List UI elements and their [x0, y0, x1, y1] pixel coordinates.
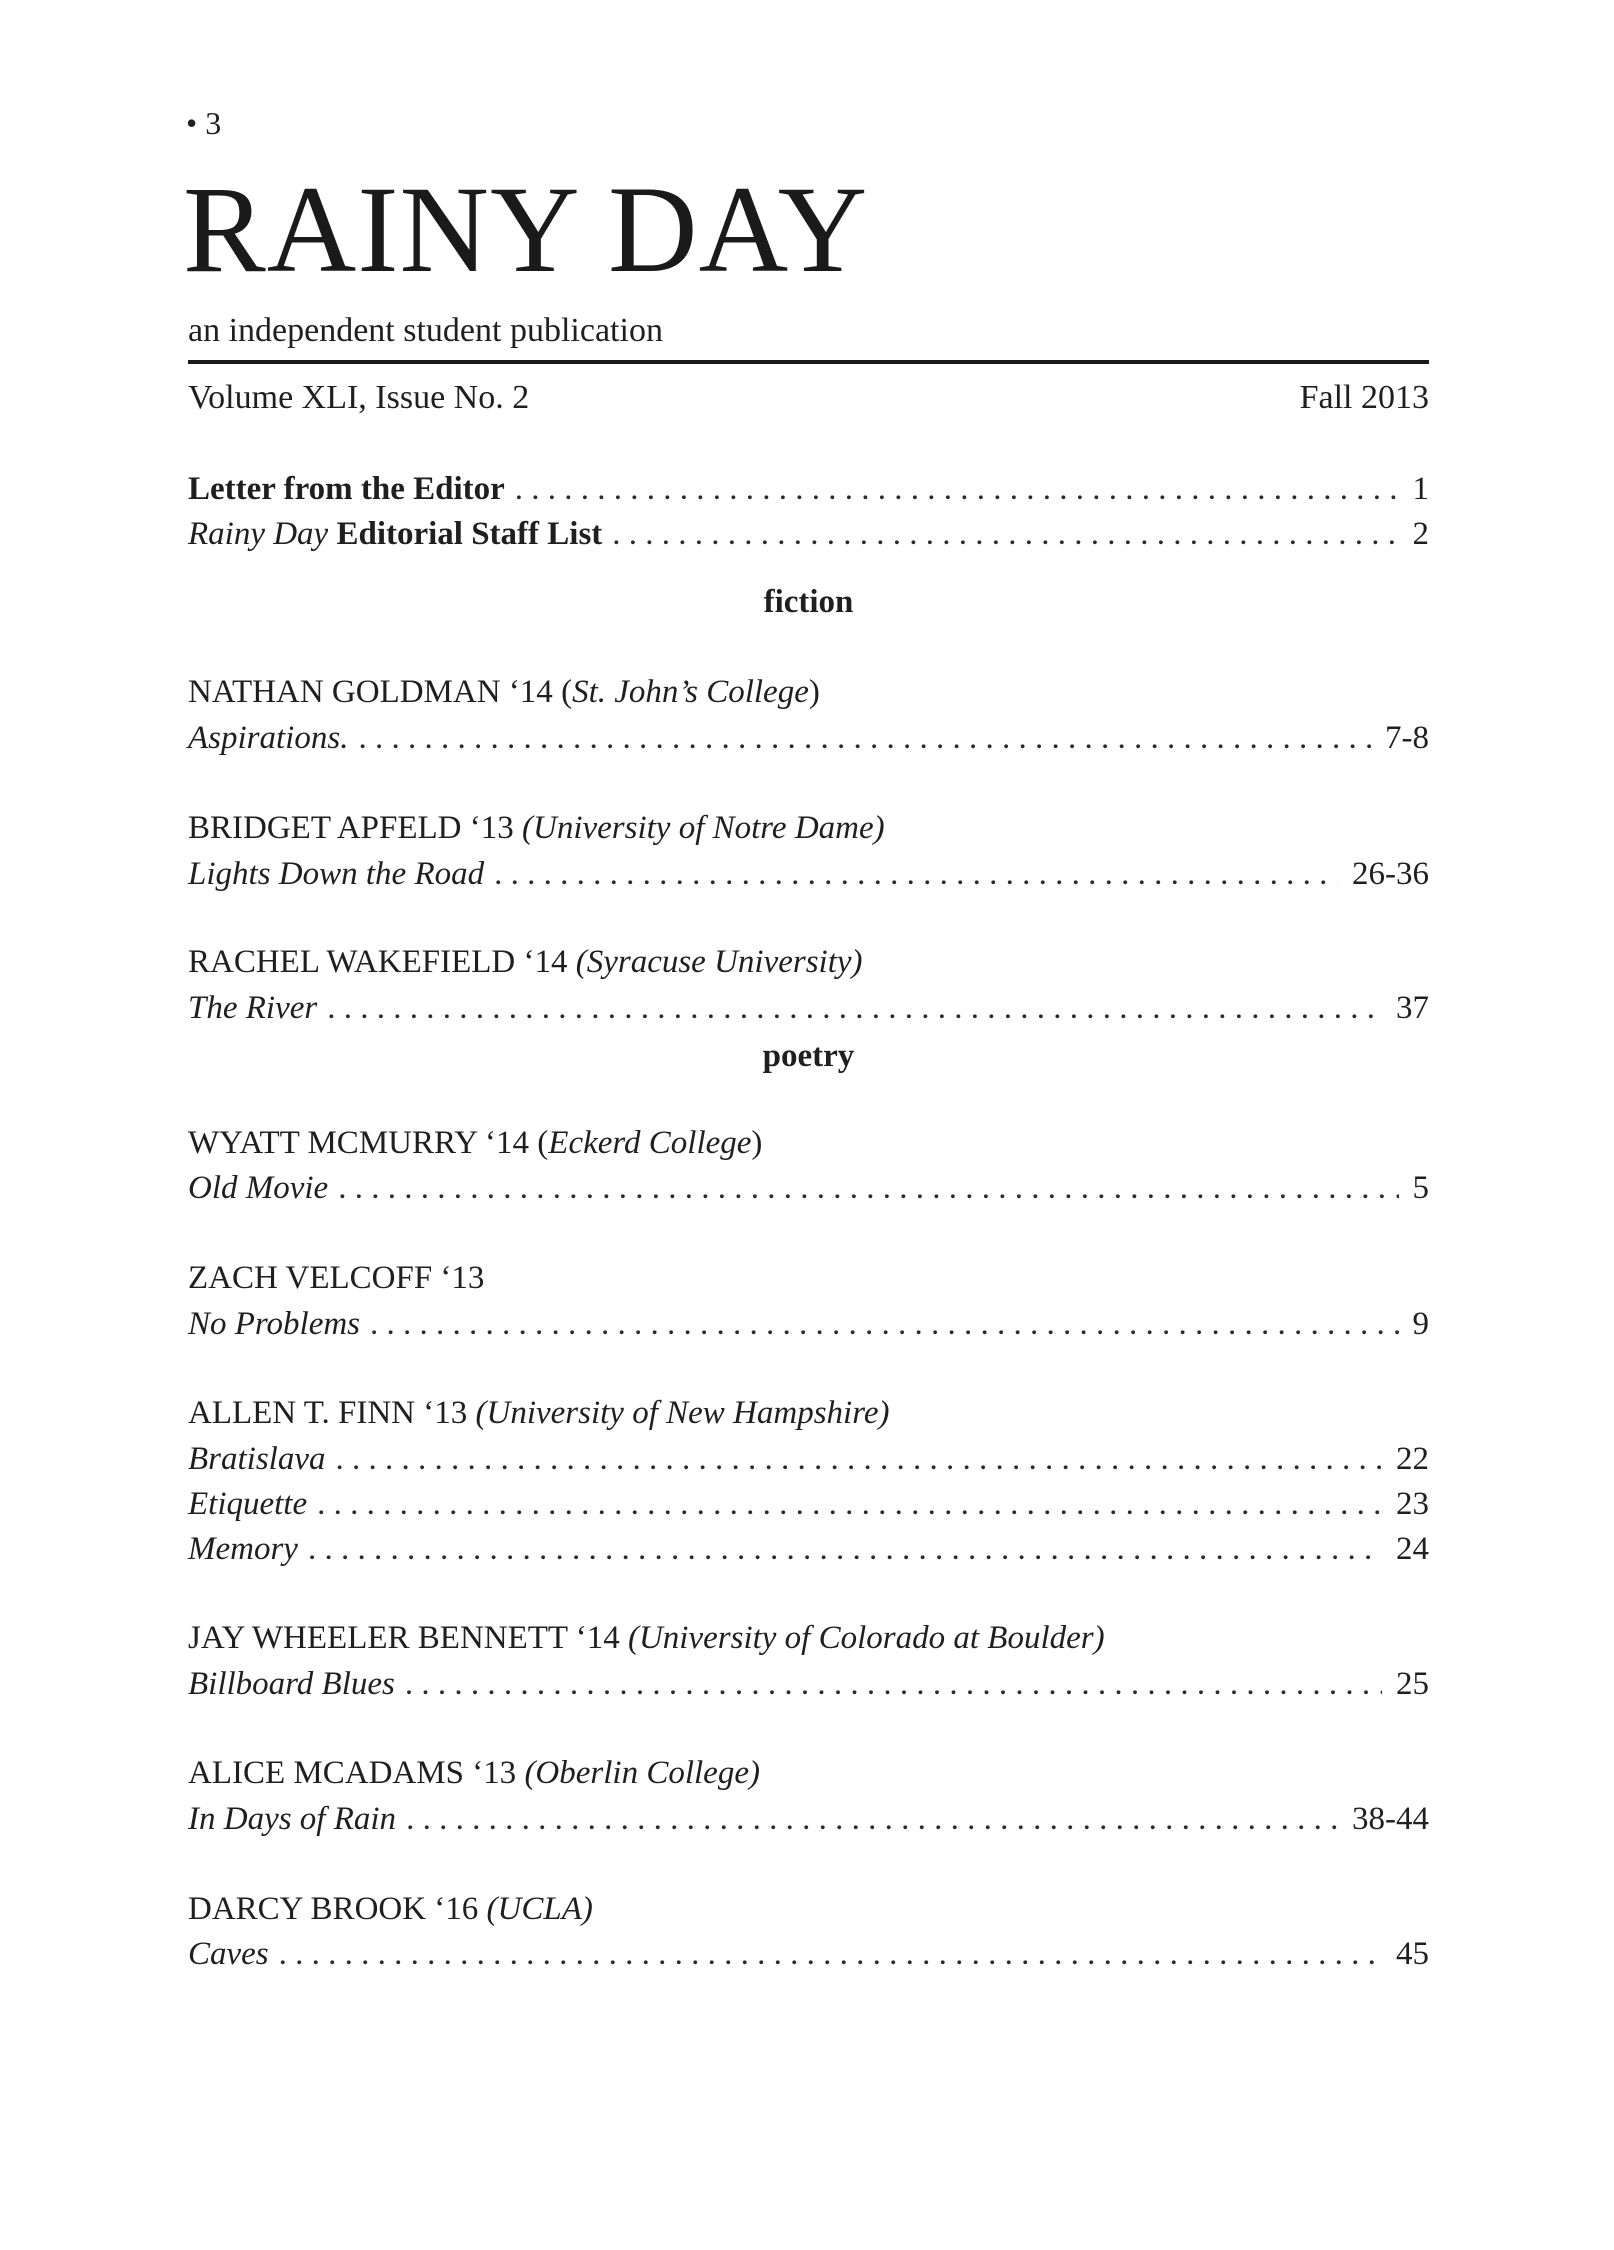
leader-dots	[370, 1302, 1398, 1346]
toc-page: 5	[1412, 1170, 1429, 1206]
author-line	[188, 1391, 1429, 1435]
author-school: (Syracuse University)	[575, 944, 863, 980]
toc-title: In Days of Rain	[188, 1801, 397, 1837]
toc-page: 26-36	[1352, 856, 1429, 892]
toc-row-work	[188, 1527, 1429, 1571]
author-school: (Oberlin College)	[524, 1755, 760, 1791]
toc-page: 23	[1396, 1486, 1429, 1522]
author-name: RACHEL WAKEFIELD ‘14	[188, 944, 568, 980]
author-school: (University of Notre Dame)	[522, 810, 885, 846]
toc-title: Old Movie	[188, 1170, 329, 1206]
page-number: • 3	[186, 105, 222, 141]
leader-dots	[308, 1527, 1382, 1571]
author-school: (University of Colorado at Boulder)	[627, 1620, 1105, 1656]
volume-issue: Volume XLI, Issue No. 2	[188, 379, 530, 416]
author-line	[188, 1887, 1429, 1931]
section-heading-poetry: poetry	[762, 1038, 855, 1074]
author-name: WYATT MCMURRY ‘14	[188, 1125, 530, 1161]
leader-dots	[358, 716, 1371, 760]
author-name: DARCY BROOK ‘16	[188, 1891, 479, 1927]
school-paren-close: )	[808, 674, 820, 710]
author-line	[188, 1616, 1429, 1660]
author-school: (University of New Hampshire)	[475, 1395, 890, 1431]
author-school: Eckerd College	[548, 1125, 752, 1161]
toc-title: Caves	[188, 1936, 269, 1972]
toc-title-italic: Rainy Day	[188, 516, 329, 552]
toc-title	[188, 512, 602, 556]
toc-row-work	[188, 1482, 1429, 1526]
toc-row-work	[188, 716, 1429, 760]
author-name: BRIDGET APFELD ‘13	[188, 810, 514, 846]
toc-row-work	[188, 1662, 1429, 1706]
leader-dots	[612, 512, 1398, 556]
toc-title: Aspirations.	[188, 720, 349, 756]
leader-dots	[279, 1932, 1382, 1976]
leader-dots	[338, 1166, 1398, 1210]
school-paren-open: (	[561, 674, 573, 710]
toc-page: 7-8	[1385, 720, 1429, 756]
toc-title: Letter from the Editor	[188, 471, 505, 507]
masthead-rule	[188, 360, 1429, 364]
masthead-subtitle: an independent student publication	[188, 312, 663, 349]
leader-dots	[327, 986, 1382, 1030]
author-line	[188, 806, 1429, 850]
toc-page: 1	[1412, 471, 1429, 507]
toc-title: Etiquette	[188, 1486, 308, 1522]
toc-row-work	[188, 1302, 1429, 1346]
masthead-title: RAINY DAY	[183, 161, 869, 298]
leader-dots	[515, 467, 1399, 511]
school-paren-close: )	[751, 1125, 763, 1161]
issue-season: Fall 2013	[1299, 379, 1429, 416]
author-school: St. John’s College	[572, 674, 809, 710]
toc-row-work	[188, 1932, 1429, 1976]
toc-row-work	[188, 1437, 1429, 1481]
author-line	[188, 1256, 1429, 1300]
toc-page: 22	[1396, 1441, 1429, 1477]
author-name: ALLEN T. FINN ‘13	[188, 1395, 468, 1431]
toc-title: Bratislava	[188, 1441, 326, 1477]
toc-row-work	[188, 852, 1429, 896]
author-line	[188, 1751, 1429, 1795]
toc-row-letter-from-editor	[188, 467, 1429, 511]
author-line	[188, 670, 1429, 714]
author-line	[188, 1121, 1429, 1165]
toc-page: 37	[1396, 990, 1429, 1026]
toc-title: Memory	[188, 1531, 298, 1567]
toc-title: No Problems	[188, 1306, 361, 1342]
author-name: ALICE MCADAMS ‘13	[188, 1755, 517, 1791]
toc-page: 38-44	[1352, 1801, 1429, 1837]
author-name: ZACH VELCOFF ‘13	[188, 1260, 485, 1296]
toc-title: Billboard Blues	[188, 1666, 395, 1702]
toc-title-bold: Editorial Staff List	[336, 516, 603, 552]
author-name: JAY WHEELER BENNETT ‘14	[188, 1620, 620, 1656]
author-name: NATHAN GOLDMAN ‘14	[188, 674, 553, 710]
toc-page: 24	[1396, 1531, 1429, 1567]
toc-title: Lights Down the Road	[188, 856, 485, 892]
author-line	[188, 940, 1429, 984]
leader-dots	[317, 1482, 1382, 1526]
toc-row-work	[188, 1797, 1429, 1841]
toc-row-work	[188, 1166, 1429, 1210]
toc-row-editorial-staff	[188, 512, 1429, 556]
school-paren-open: (	[537, 1125, 549, 1161]
toc-row-work	[188, 986, 1429, 1030]
issue-line	[188, 376, 1429, 420]
toc-page: 9	[1412, 1306, 1429, 1342]
leader-dots	[405, 1662, 1382, 1706]
toc-page: 25	[1396, 1666, 1429, 1702]
section-heading-fiction: fiction	[763, 584, 854, 620]
toc-title: The River	[188, 990, 318, 1026]
toc-page: 45	[1396, 1936, 1429, 1972]
leader-dots	[494, 852, 1338, 896]
toc-page: 2	[1412, 516, 1429, 552]
author-school: (UCLA)	[486, 1891, 593, 1927]
leader-dots	[406, 1797, 1338, 1841]
leader-dots	[336, 1437, 1383, 1481]
